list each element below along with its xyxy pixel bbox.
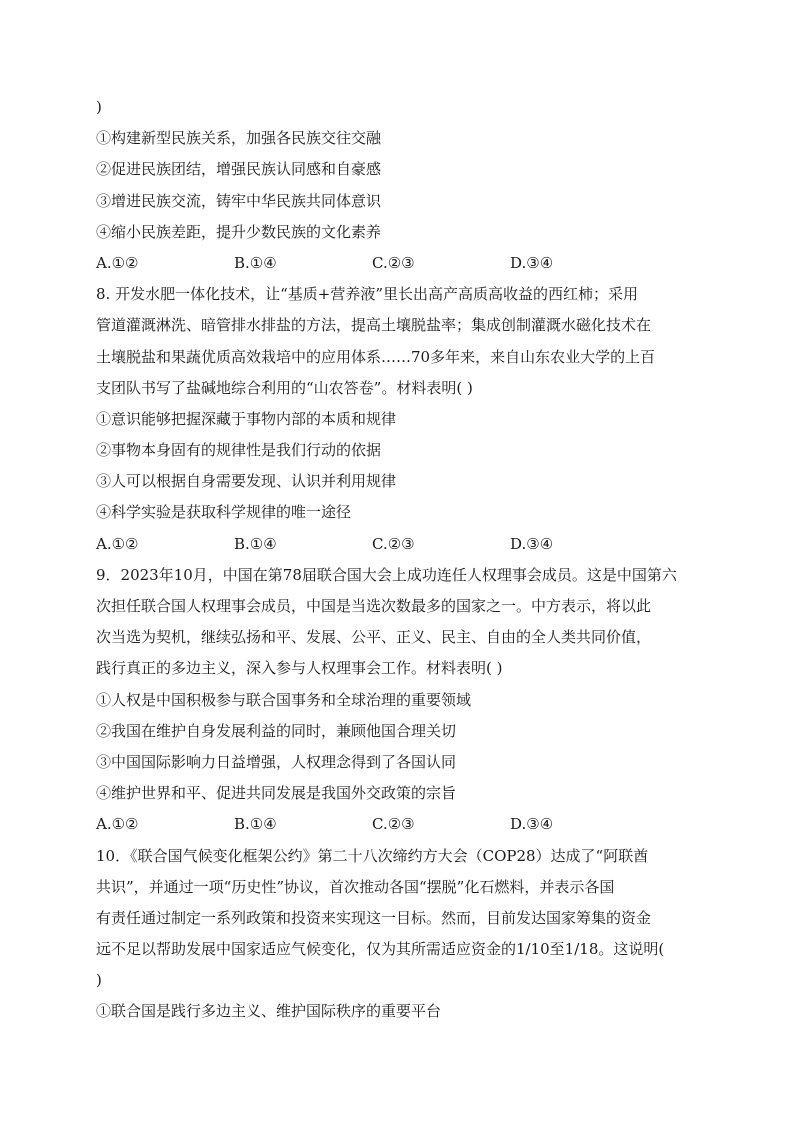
q9-option-c: C.②③ bbox=[372, 815, 415, 834]
q7-item-1: ①构建新型民族关系，加强各民族交往交融 bbox=[96, 129, 382, 148]
q9-item-4: ④维护世界和平、促进共同发展是我国外交政策的宗旨 bbox=[96, 784, 457, 803]
q8-stem-line-2: 管道灌溉淋洗、暗管排水排盐的方法，提高土壤脱盐率；集成创制灌溉水磁化技术在 bbox=[96, 316, 652, 335]
q7-option-c: C.②③ bbox=[372, 253, 415, 272]
q9-stem-line-1: 9．2023年10月，中国在第78届联合国大会上成功连任人权理事会成员。这是中国第六 bbox=[96, 565, 677, 584]
q10-stem-line-5: ) bbox=[96, 971, 102, 990]
q8-options bbox=[96, 529, 700, 560]
exam-page bbox=[96, 92, 700, 1028]
q7-options bbox=[96, 248, 700, 279]
q8-option-a: A.①② bbox=[96, 534, 139, 553]
q7-item-3: ③增进民族交流，铸牢中华民族共同体意识 bbox=[96, 191, 382, 210]
q10-stem-line-2: 共识”，并通过一项“历史性”协议，首次推动各国“摆脱”化石燃料，并表示各国 bbox=[96, 877, 615, 896]
q7-item-4: ④缩小民族差距，提升少数民族的文化素养 bbox=[96, 222, 382, 241]
q8-stem-line-3: 土壤脱盐和果蔬优质高效栽培中的应用体系……70多年来，来自山东农业大学的上百 bbox=[96, 347, 656, 366]
q9-options bbox=[96, 809, 700, 840]
q9-item-3: ③中国国际影响力日益增强，人权理念得到了各国认同 bbox=[96, 752, 457, 771]
q9-stem-line-3: 次当选为契机，继续弘扬和平、发展、公平、正义、民主、自由的全人类共同价值， bbox=[96, 628, 652, 647]
q9-item-2: ②我国在维护自身发展利益的同时，兼顾他国合理关切 bbox=[96, 721, 457, 740]
q10-item-1: ①联合国是践行多边主义、维护国际秩序的重要平台 bbox=[96, 1002, 442, 1021]
q8-item-2: ②事物本身固有的规律性是我们行动的依据 bbox=[96, 441, 382, 460]
q9-stem-line-2: 次担任联合国人权理事会成员，中国是当选次数最多的国家之一。中方表示，将以此 bbox=[96, 597, 652, 615]
q7-option-b: B.①④ bbox=[234, 253, 277, 272]
q10-stem-line-1: 10．《联合国气候变化框架公约》第二十八次缔约方大会（COP28）达成了“阿联酋 bbox=[96, 846, 649, 865]
q8-option-b: B.①④ bbox=[234, 534, 277, 553]
q9-option-a: A.①② bbox=[96, 815, 139, 834]
q9-option-d: D.③④ bbox=[510, 815, 554, 834]
q10-stem-line-4: 远不足以帮助发展中国家适应气候变化，仅为其所需适应资金的1/10至1/18。这说明( bbox=[96, 940, 665, 959]
q8-item-1: ①意识能够把握深藏于事物内部的本质和规律 bbox=[96, 409, 397, 428]
q8-stem-line-4: 支团队书写了盐碱地综合利用的“山农答卷”。材料表明( ) bbox=[96, 378, 473, 397]
q8-item-3: ③人可以根据自身需要发现、认识并利用规律 bbox=[96, 472, 397, 491]
q9-stem-line-4: 践行真正的多边主义，深入参与人权理事会工作。材料表明( ) bbox=[96, 659, 503, 678]
q9-item-1: ①人权是中国积极参与联合国事务和全球治理的重要领域 bbox=[96, 690, 472, 709]
q9-option-b: B.①④ bbox=[234, 815, 277, 834]
q7-stem-tail: ) bbox=[96, 98, 102, 116]
q8-option-c: C.②③ bbox=[372, 534, 415, 553]
q7-option-a: A.①② bbox=[96, 253, 139, 272]
q8-option-d: D.③④ bbox=[510, 534, 554, 553]
q8-item-4: ④科学实验是获取科学规律的唯一途径 bbox=[96, 503, 352, 522]
q10-stem-line-3: 有责任通过制定一系列政策和投资来实现这一目标。然而，目前发达国家筹集的资金 bbox=[96, 908, 652, 927]
q8-stem-line-1: 8. 开发水肥一体化技术，让“基质+营养液”里长出高产高质高收益的西红柿；采用 bbox=[96, 285, 638, 304]
q7-item-2: ②促进民族团结，增强民族认同感和自豪感 bbox=[96, 160, 382, 179]
q7-option-d: D.③④ bbox=[510, 253, 554, 272]
